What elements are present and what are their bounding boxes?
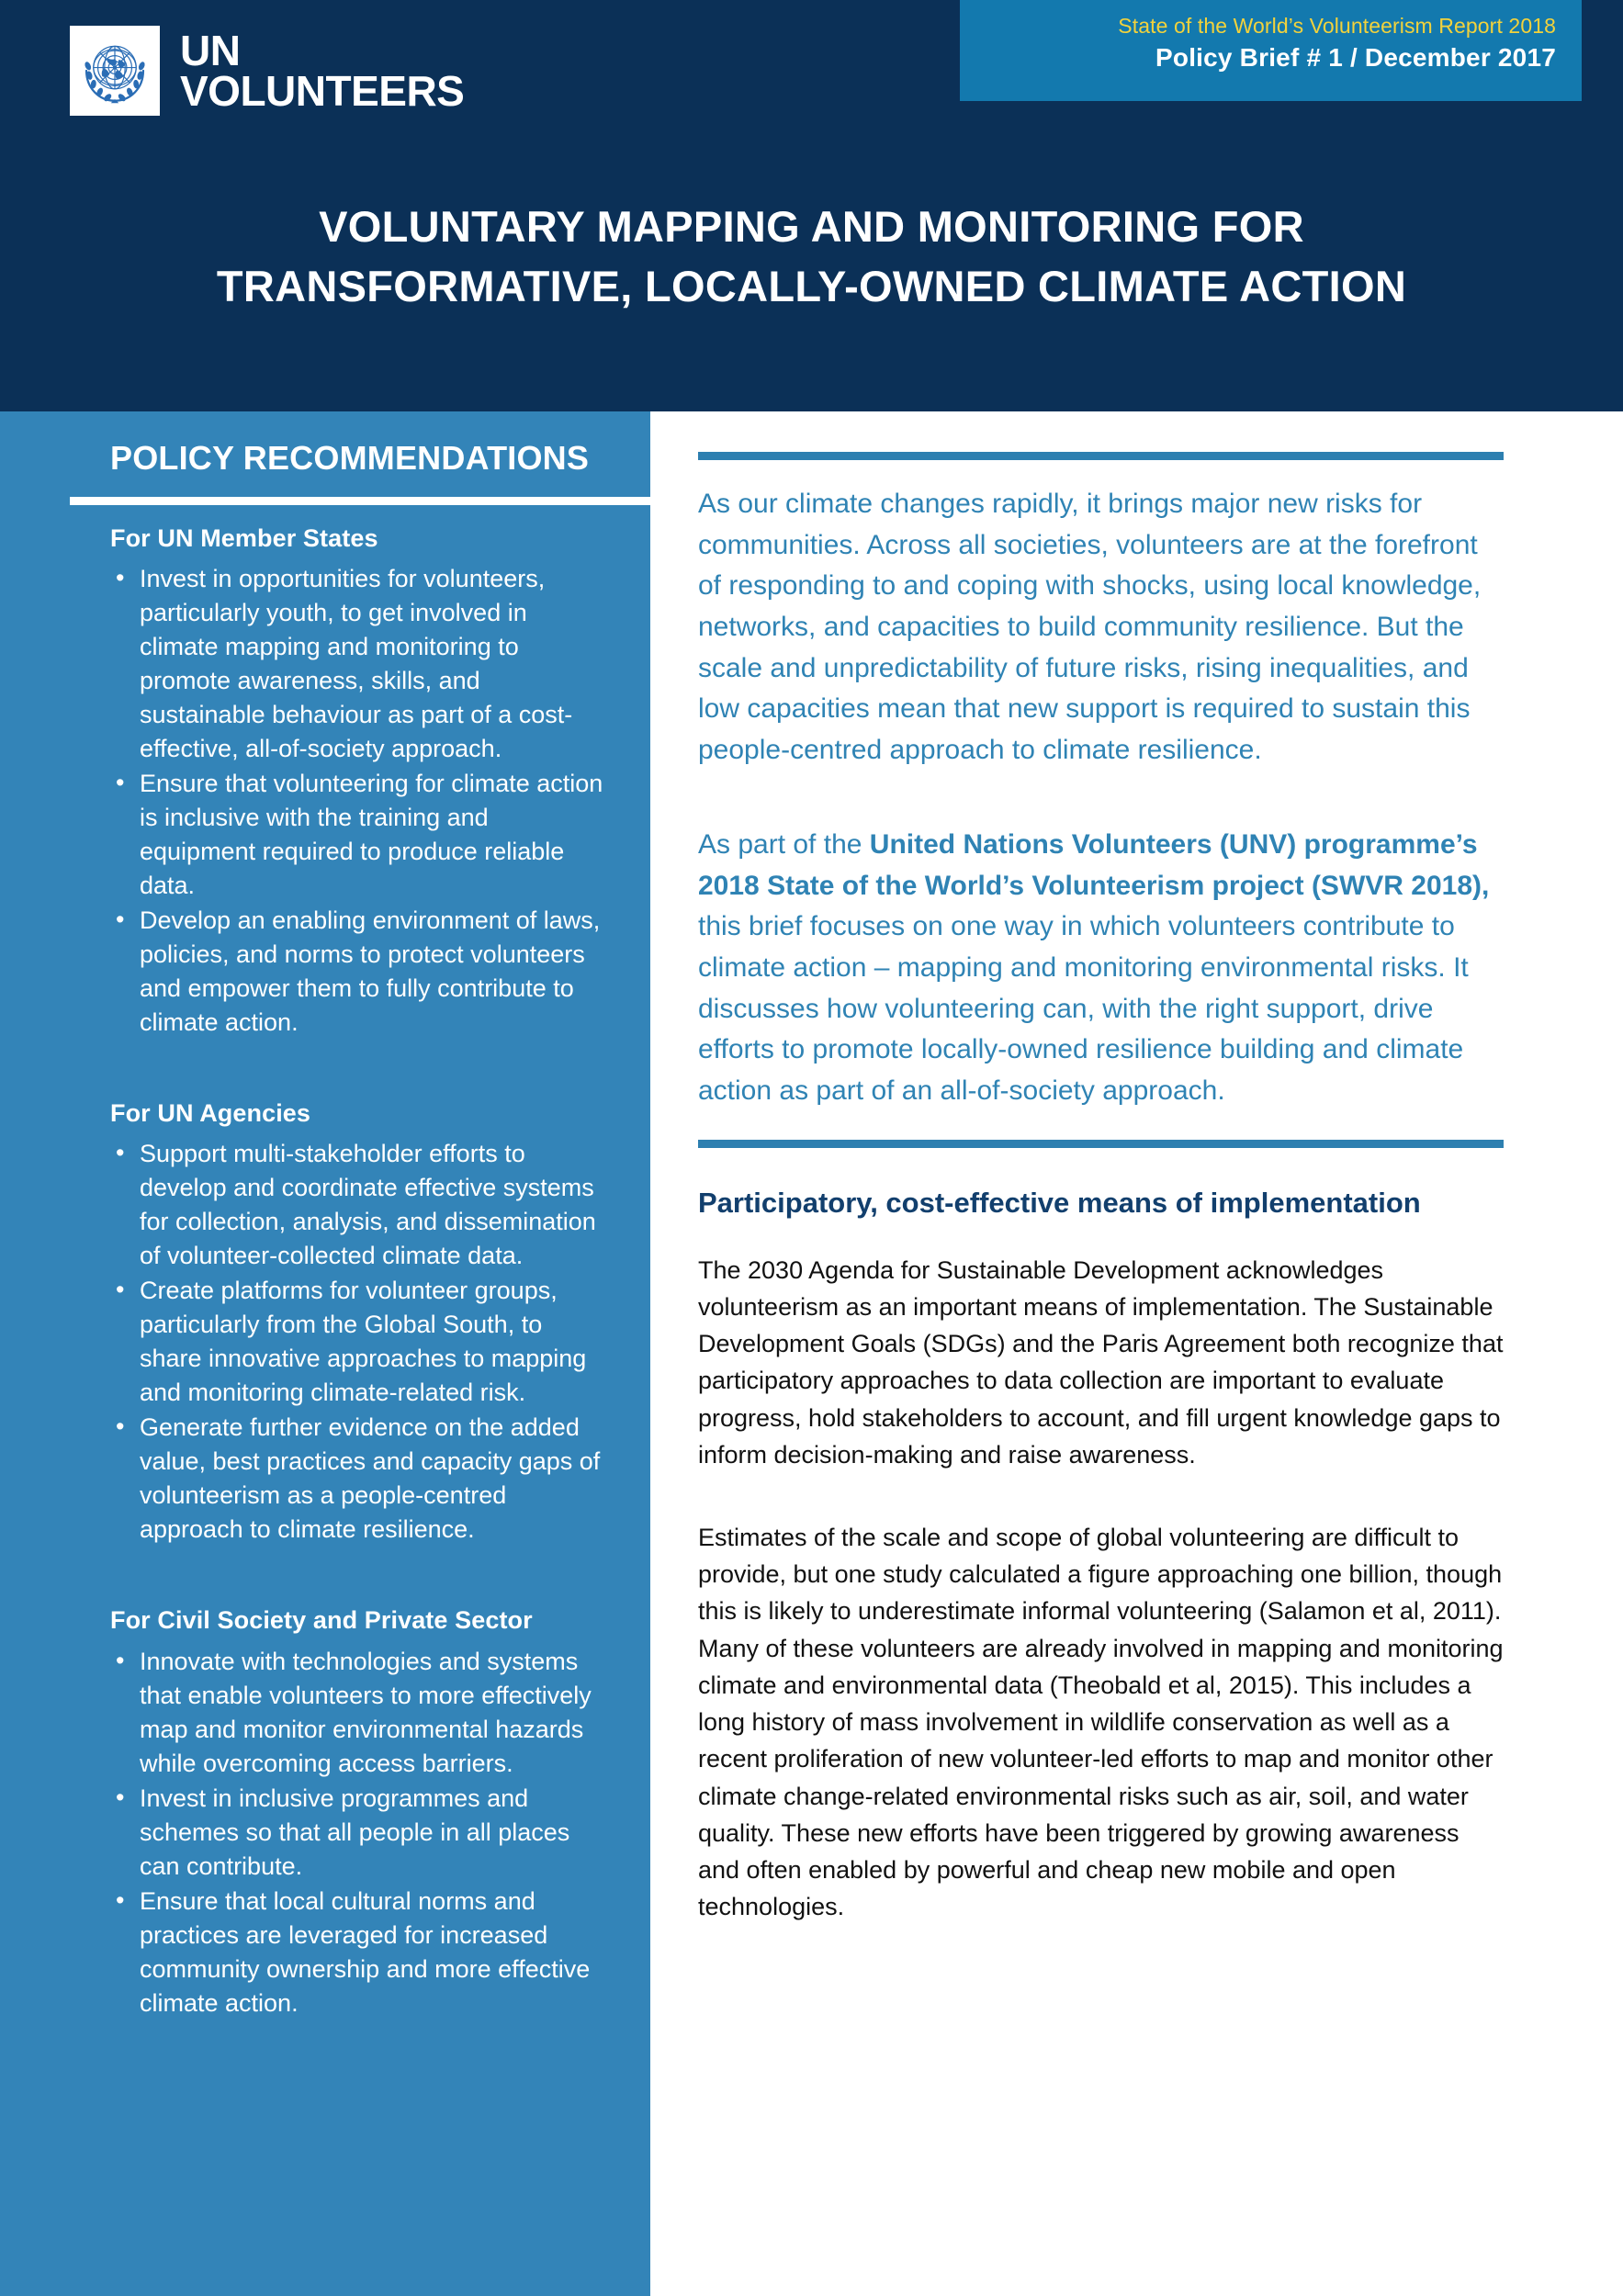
- sidebar-bullet-list: [110, 562, 610, 1040]
- sidebar-group-heading: For UN Agencies: [110, 1099, 311, 1128]
- sidebar-group-heading: For UN Member States: [110, 523, 378, 552]
- lead-paragraph-2: [698, 825, 1504, 1112]
- page-title-line-2: TRANSFORMATIVE, LOCALLY-OWNED CLIMATE ACTION: [216, 261, 1407, 310]
- list-item: • Ensure that local cultural norms and practices are leveraged for increased community ownership and more effective climate action.: [110, 1885, 610, 2020]
- badge-report-line: State of the World’s Volunteerism Report 2018: [1118, 14, 1556, 38]
- list-item: • Ensure that volunteering for climate action is inclusive with the training and equipment required to produce reliable data.: [110, 767, 610, 903]
- page-title: [0, 197, 1623, 317]
- sidebar-bullet-list: [110, 1137, 610, 1547]
- sidebar-group-un-agencies: [110, 1097, 610, 1547]
- lead2-pre: As part of the: [698, 828, 870, 860]
- sidebar-divider: [70, 497, 667, 505]
- body-paragraph-1: The 2030 Agenda for Sustainable Development acknowledges volunteerism as an important means of implementation. The Sustainable Development Goals (SDGs) and the Paris Agreement both recognize that participatory approaches to data collection are important to evaluate progress, hold stakeholders to account, and fill urgent knowledge gaps to inform decision-making and raise awareness.: [698, 1255, 1504, 1469]
- lead2-post: this brief focuses on one way in which volunteers contribute to climate action – mapping and monitoring environmental risks. It discusses how volunteering can, with the right support, drive efforts to promote locally-owned resilience building and climate action as part of an all-of-society approach.: [698, 911, 1469, 1106]
- logo-line-un: UN: [180, 26, 241, 74]
- list-item: • Create platforms for volunteer groups, particularly from the Global South, to share innovative approaches to mapping and monitoring climate-related risk.: [110, 1274, 610, 1410]
- list-item: • Invest in opportunities for volunteers, particularly youth, to get involved in climate mapping and monitoring to promote awareness, skills, and sustainable behaviour as part of a cost-effective, all-of-society approach.: [110, 562, 610, 766]
- list-item: • Invest in inclusive programmes and schemes so that all people in all places can contribute.: [110, 1782, 610, 1884]
- sidebar-title: POLICY RECOMMENDATIONS: [110, 439, 590, 477]
- page-title-line-1: VOLUNTARY MAPPING AND MONITORING FOR: [319, 202, 1304, 251]
- sidebar-group-member-states: [110, 522, 610, 1040]
- un-volunteers-logo: [70, 26, 464, 116]
- top-divider: [698, 452, 1504, 460]
- sidebar-group-civil-society: [110, 1604, 610, 2020]
- un-emblem-icon: [70, 26, 160, 116]
- body-paragraph-2: Estimates of the scale and scope of global volunteering are difficult to provide, but one study calculated a figure approaching one billion, though this is likely to underestimate informal volunteering (Salamon et al, 2011). Many of these volunteers are already involved in mapping and monitoring climate and environmental data (Theobald et al, 2015). This includes a long history of mass involvement in wildlife conservation as well as a recent proliferation of new volunteer-led efforts to map and monitor other climate change-related environmental risks such as air, soil, and water quality. These new efforts have been triggered by growing awareness and often enabled by powerful and cheap new mobile and open technologies.: [698, 1524, 1504, 1921]
- logo-line-volunteers: VOLUNTEERS: [180, 67, 465, 115]
- list-item: • Develop an enabling environment of laws, policies, and norms to protect volunteers and empower them to fully contribute to climate action.: [110, 904, 610, 1040]
- sidebar-group-heading: For Civil Society and Private Sector: [110, 1606, 533, 1635]
- document-header: [0, 0, 1623, 411]
- report-badge: [960, 0, 1582, 101]
- lead2-bold: United Nations Volunteers (UNV) programme’s 2018 State of the World’s Volunteerism project (SWVR 2018),: [698, 828, 1490, 901]
- list-item: • Generate further evidence on the added value, best practices and capacity gaps of volunteerism as a people-centred approach to climate resilience.: [110, 1411, 610, 1547]
- main-column: [650, 411, 1623, 2296]
- document-body: [0, 411, 1623, 2296]
- list-item: • Support multi-stakeholder efforts to develop and coordinate effective systems for collection, analysis, and dissemination of volunteer-collected climate data.: [110, 1137, 610, 1273]
- lead-paragraph: As our climate changes rapidly, it brings major new risks for communities. Across all societies, volunteers are at the forefront of responding to and coping with shocks, using local knowledge, networks, and capacities to build community resilience. But the scale and unpredictability of future risks, rising inequalities, and low capacities mean that new support is required to sustain this people-centred approach to climate resilience.: [698, 489, 1482, 766]
- section-divider: [698, 1140, 1504, 1148]
- list-item: • Innovate with technologies and systems that enable volunteers to more effectively map and monitor environmental hazards while overcoming access barriers.: [110, 1645, 610, 1781]
- policy-recommendations-sidebar: [0, 411, 650, 2296]
- badge-brief-line: Policy Brief # 1 / December 2017: [1155, 42, 1556, 72]
- logo-wordmark: [180, 26, 465, 115]
- section-heading: Participatory, cost-effective means of implementation: [698, 1186, 1421, 1219]
- sidebar-bullet-list: [110, 1645, 610, 2020]
